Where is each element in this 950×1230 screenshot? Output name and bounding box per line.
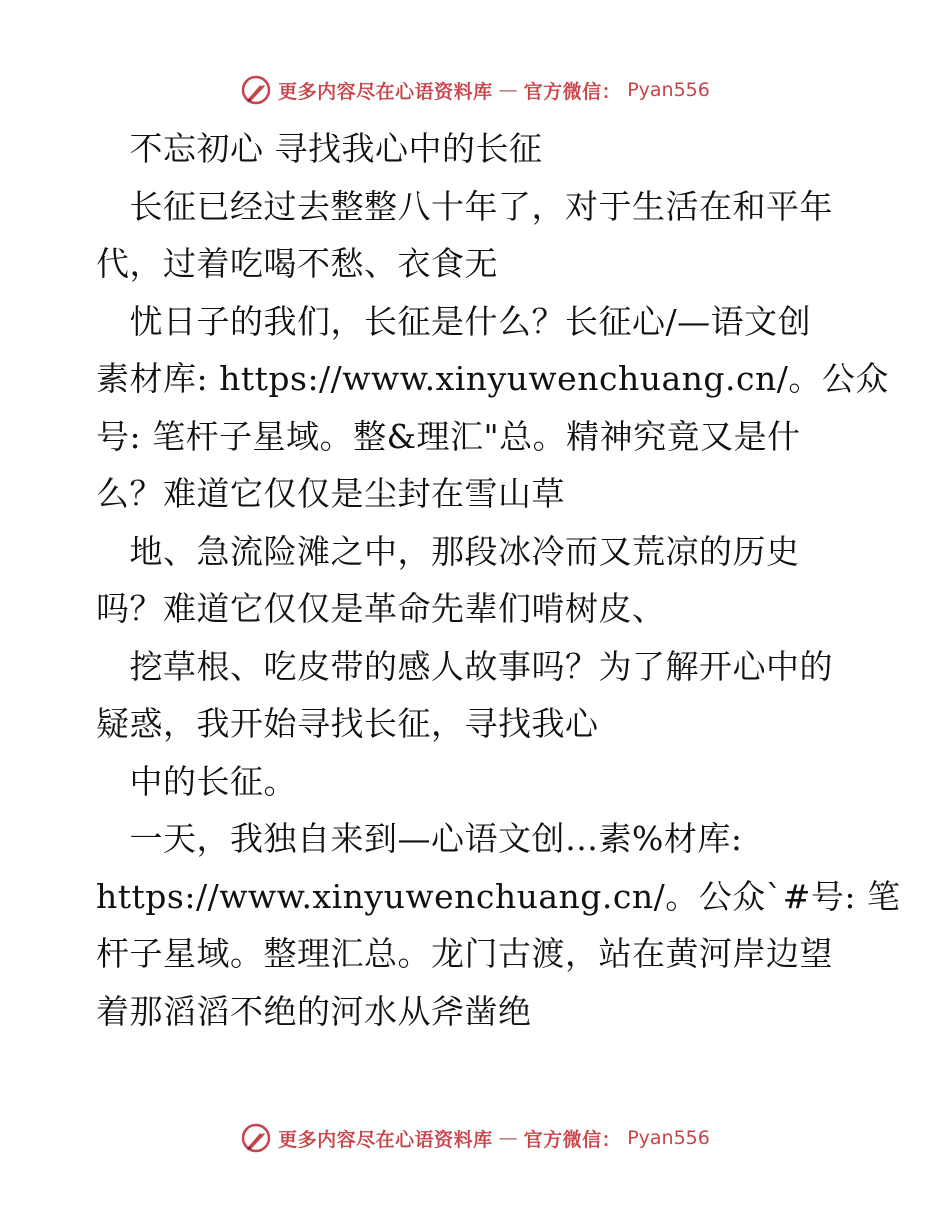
text-line: 中的长征。 (96, 761, 297, 801)
banner-wechat-id: Pyan556 (627, 1127, 710, 1149)
footer-banner (0, 1118, 950, 1158)
text-line: 一天，我独自来到—心语文创…素%材库: (96, 819, 743, 858)
text-line: 么？难道它仅仅是尘封在雪山草 (96, 474, 565, 513)
text-line: 长征已经过去整整八十年了，对于生活在和平年 (96, 186, 833, 226)
header-banner (0, 70, 950, 110)
text-line: 吗？难道它仅仅是革命先辈们啃树皮、 (96, 589, 666, 628)
banner-wechat-id: Pyan556 (627, 79, 710, 101)
banner-wechat-label: 官方微信： (523, 80, 622, 103)
text-line: 着那滔滔不绝的河水从斧凿绝 (96, 991, 532, 1031)
text-line: 代，过着吃喝不愁、衣食无 (96, 244, 498, 283)
banner-dash: — (498, 79, 518, 101)
text-line: 挖草根、吃皮带的感人故事吗？为了解开心中的 (96, 646, 833, 686)
text-line: 地、急流险滩之中，那段冰冷而又荒凉的历史 (96, 531, 800, 571)
banner-dash: — (498, 1127, 518, 1149)
document-body (96, 120, 901, 1040)
document-title: 不忘初心 寻找我心中的长征 (96, 129, 543, 168)
text-line: https://www.xinyuwenchuang.cn/。公众`#号: 笔 (96, 876, 901, 916)
banner-wechat-label: 官方微信： (523, 1128, 622, 1151)
text-line: 素材库: https://www.xinyuwenchuang.cn/。公众 (96, 359, 889, 398)
text-line: 疑惑，我开始寻找长征，寻找我心 (96, 704, 599, 743)
text-line: 忧日子的我们，长征是什么？长征心/—语文创 (96, 301, 812, 341)
brush-pen-icon (240, 74, 272, 106)
text-line: 号: 笔杆子星域。整&理汇"总。精神究竟又是什 (96, 416, 801, 456)
banner-site-text: 更多内容尽在心语资料库 (278, 1128, 493, 1151)
banner-site-text: 更多内容尽在心语资料库 (278, 80, 493, 103)
brush-pen-icon (240, 1122, 272, 1154)
text-line: 杆子星域。整理汇总。龙门古渡，站在黄河岸边望 (96, 934, 833, 973)
